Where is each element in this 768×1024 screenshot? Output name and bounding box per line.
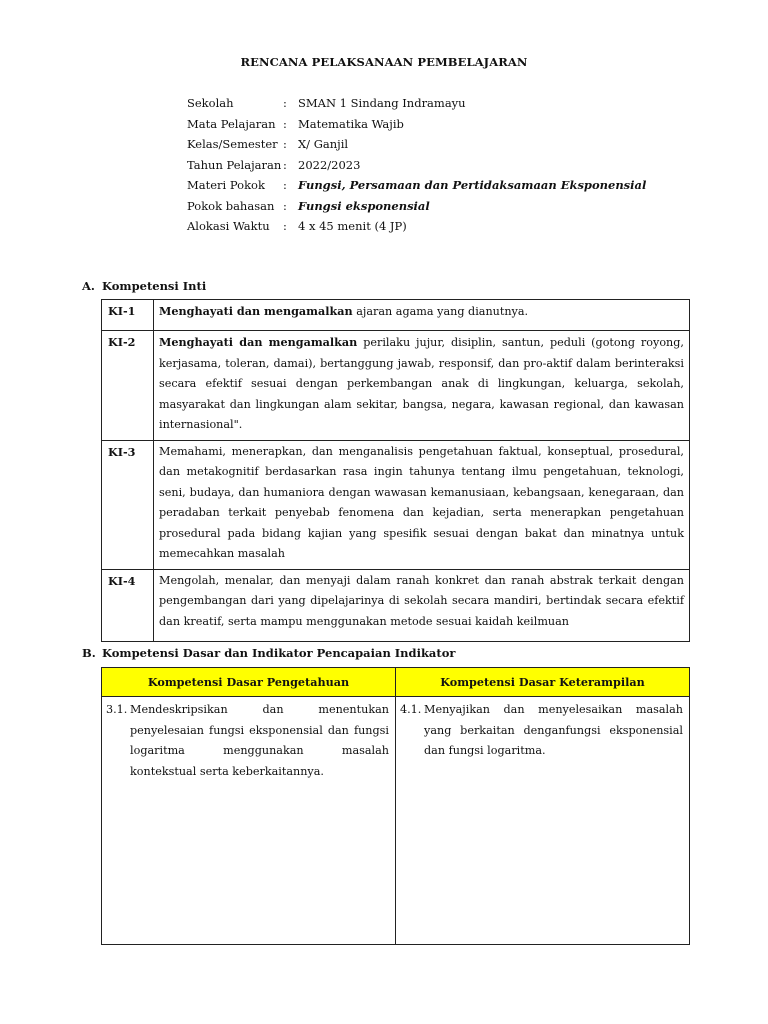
table-row	[102, 569, 690, 641]
meta-label: Materi Pokok	[187, 178, 265, 192]
meta-colon: :	[283, 157, 287, 172]
ki-code: KI-4	[102, 569, 154, 641]
meta-colon: :	[283, 198, 287, 213]
meta-label: Tahun Pelajaran	[187, 157, 282, 172]
meta-value: 4 x 45 menit (4 JP)	[298, 219, 407, 233]
document-title: RENCANA PELAKSANAAN PEMBELAJARAN	[240, 55, 528, 69]
ki-text	[154, 569, 690, 641]
item-text: Menyajikan dan menyelesaikan masalah yang berkaitan denganfungsi eksponensial dan fungsi logaritma.	[424, 703, 683, 757]
meta-colon: :	[283, 219, 287, 233]
ki-text	[154, 440, 690, 569]
meta-label: Kelas/Semester	[187, 137, 278, 151]
meta-label: Sekolah	[187, 96, 234, 110]
table-row	[102, 300, 690, 331]
meta-colon: :	[283, 96, 287, 110]
meta-colon: :	[283, 178, 287, 192]
section-letter: B.	[82, 646, 96, 660]
meta-value: X/ Ganjil	[298, 137, 349, 151]
section-letter: A.	[82, 279, 95, 293]
meta-colon: :	[283, 137, 287, 151]
kd-keterampilan-cell	[396, 697, 690, 945]
ki-bold-text: Menghayati dan mengamalkan	[159, 335, 358, 349]
ki-bold-text: Menghayati dan mengamalkan	[159, 304, 353, 318]
ki-code: KI-1	[102, 300, 154, 331]
meta-label: Mata Pelajaran	[187, 116, 276, 131]
table-row	[102, 440, 690, 569]
kompetensi-inti-table	[101, 299, 690, 642]
table-row	[102, 331, 690, 441]
item-number: 3.1.	[106, 703, 128, 716]
table-row	[102, 697, 690, 945]
column-header-pengetahuan: Kompetensi Dasar Pengetahuan	[102, 668, 396, 697]
item-number: 4.1.	[400, 703, 422, 716]
item-text: Mendeskripsikan dan menentukan penyelesaian fungsi eksponensial dan fungsi logaritma menggunakan masalah kontekstual serta keberkaitannya.	[130, 703, 389, 778]
section-title: Kompetensi Inti	[102, 279, 207, 293]
ki-code: KI-2	[102, 331, 154, 441]
list-item	[400, 700, 683, 762]
ki-text	[154, 331, 690, 441]
table-header-row	[102, 668, 690, 697]
section-b-heading	[82, 646, 455, 660]
ki-body-text: ajaran agama yang dianutnya.	[352, 305, 529, 318]
ki-body-text: Memahami, menerapkan, dan menganalisis pengetahuan faktual, konseptual, prosedural, dan metakognitif berdasarkan rasa ingin tahunya tentang ilmu pengetahuan, teknologi, seni, budaya, dan humaniora dengan wawasan kemanusiaan, kebangsaan, kenegaraan, dan peradaban terkait penyebab fenomena dan kejadian, serta menerapkan pengetahuan prosedural pada bidang kajian yang spesifik sesuai dengan bakat dan minatnya untuk memecahkan masalah	[159, 444, 684, 560]
meta-colon: :	[283, 116, 287, 131]
meta-value: Fungsi eksponensial	[298, 198, 430, 213]
section-a-heading	[82, 279, 206, 293]
meta-label: Pokok bahasan	[187, 198, 275, 213]
ki-code: KI-3	[102, 440, 154, 569]
kompetensi-dasar-table	[101, 667, 690, 945]
meta-label: Alokasi Waktu	[187, 219, 270, 233]
kd-pengetahuan-cell	[102, 697, 396, 945]
meta-value: SMAN 1 Sindang Indramayu	[298, 96, 466, 110]
column-header-keterampilan: Kompetensi Dasar Keterampilan	[396, 668, 690, 697]
meta-value: Fungsi, Persamaan dan Pertidaksamaan Eksponensial	[298, 178, 647, 192]
ki-body-text: Mengolah, menalar, dan menyaji dalam ranah konkret dan ranah abstrak terkait dengan pengembangan dari yang dipelajarinya di sekolah secara mandiri, bertindak secara efektif dan kreatif, serta mampu menggunakan metode sesuai kaidah keilmuan	[159, 573, 684, 628]
section-title: Kompetensi Dasar dan Indikator Pencapaian Indikator	[102, 646, 456, 660]
ki-text	[154, 300, 690, 331]
ki-body-text: perilaku jujur, disiplin, santun, peduli (gotong royong, kerjasama, toleran, damai), bertanggung jawab, responsif, dan pro-aktif dalam berinteraksi secara efektif sesuai dengan perkembangan anak di lingkungan, keluarga, sekolah, masyarakat dan lingkungan alam sekitar, bangsa, negara, kawasan regional, dan kawasan internasional".	[159, 336, 684, 431]
list-item	[106, 700, 389, 782]
meta-value: 2022/2023	[298, 157, 361, 172]
meta-value: Matematika Wajib	[298, 116, 404, 131]
